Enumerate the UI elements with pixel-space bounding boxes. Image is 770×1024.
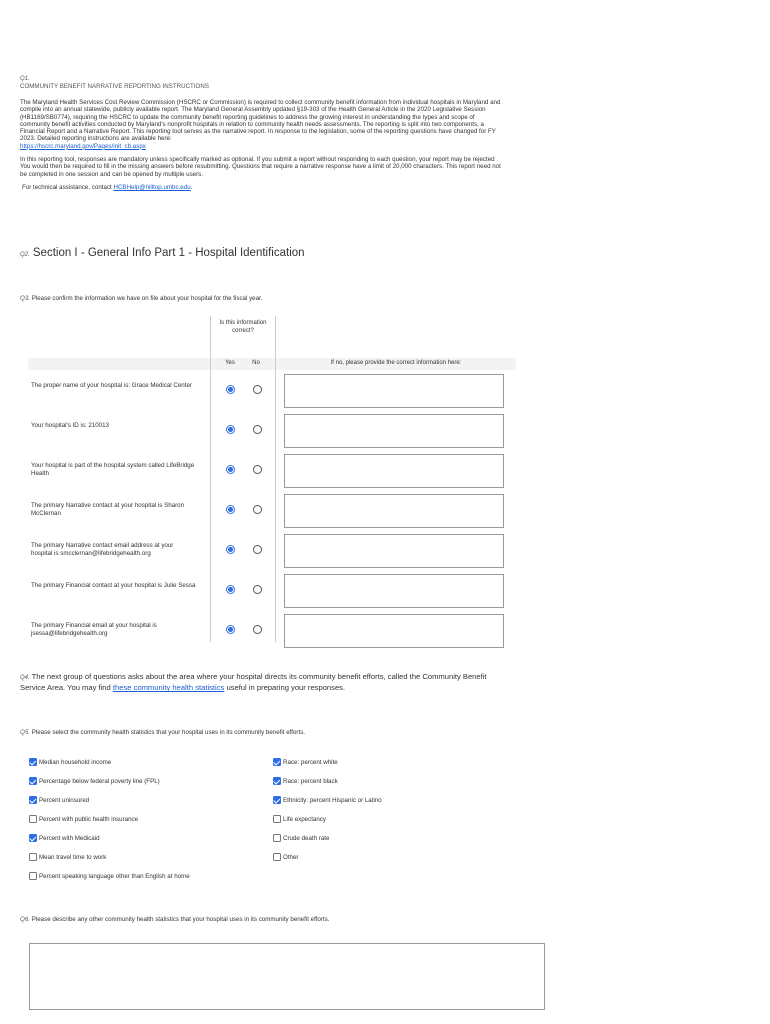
yes-radio[interactable]	[226, 585, 235, 594]
q5-number: Q5.	[20, 729, 30, 736]
matrix-row	[28, 494, 516, 534]
q5-prompt	[20, 729, 305, 736]
checked-checkbox[interactable]	[29, 834, 37, 842]
q6-prompt-text: Please describe any other community health statistics that your hospital uses in its community benefit efforts.	[31, 916, 330, 923]
yes-radio[interactable]	[226, 625, 235, 634]
yes-radio[interactable]	[226, 385, 235, 394]
hospital-info-matrix	[28, 316, 516, 642]
matrix-row	[28, 614, 516, 654]
statistic-option[interactable]	[29, 834, 100, 842]
yes-radio[interactable]	[226, 545, 235, 554]
q1-contact	[22, 184, 505, 191]
matrix-row-label: The primary Financial email at your hospital is jsessa@lifebridgehealth.org	[31, 622, 157, 637]
unchecked-checkbox[interactable]	[29, 853, 37, 861]
statistic-option[interactable]	[273, 834, 329, 842]
statistic-option-label: Median household income	[39, 758, 112, 766]
matrix-row-label: The primary Financial contact at your hospital is Julie Sessa	[31, 582, 196, 589]
statistic-option[interactable]	[29, 815, 138, 823]
correction-input[interactable]	[284, 574, 504, 608]
statistic-option-label: Percent speaking language other than English at home	[39, 872, 190, 880]
correction-header: If no, please provide the correct information here:	[330, 360, 462, 366]
matrix-row-label: The proper name of your hospital is: Grace Medical Center	[31, 382, 192, 389]
q4-number: Q4.	[20, 675, 30, 681]
statistic-option-label: Percent with Medicaid	[39, 834, 100, 842]
statistic-option-label: Life expectancy	[283, 815, 326, 823]
statistic-option-label: Percent with public health insurance	[39, 815, 139, 823]
statistic-option[interactable]	[273, 815, 326, 823]
matrix-row	[28, 454, 516, 494]
yes-radio[interactable]	[226, 465, 235, 474]
statistic-option[interactable]	[273, 758, 338, 766]
checked-checkbox[interactable]	[29, 777, 37, 785]
yes-radio[interactable]	[226, 505, 235, 514]
no-radio[interactable]	[253, 385, 262, 394]
no-radio[interactable]	[253, 545, 262, 554]
statistic-option-label: Race: percent white	[283, 758, 338, 766]
matrix-row-label: The primary Narrative contact at your hospital is Sharon McClernan	[31, 502, 185, 517]
q1-paragraph-1-text: The Maryland Health Services Cost Review Commission (HSCRC or Commission) is required to collect community benefit information from individual hospitals in Maryland and compile into an annual statewide, publicly available report. The Maryland General Assembly updated §19-303 of the Health General Article in the 2020 Legislative Session (HB1169/SB0774), requiring the HSCRC to update the community benefit reporting guidelines to address the growing interest in understanding the types and scope of community benefit activities conducted by Maryland's nonprofit hospitals in relation to community health needs assessments. The reporting is split into two components, a Financial Report and a Narrative Report. This reporting tool serves as the narrative report. In response to the legislation, some of the reporting questions have changed for FY 2023. Detailed reporting instructions are available here:	[20, 99, 501, 143]
matrix-row-label: Your hospital's ID is: 210013	[31, 422, 110, 429]
q2-number: Q2.	[20, 252, 30, 258]
checked-checkbox[interactable]	[29, 796, 37, 804]
checked-checkbox[interactable]	[273, 777, 281, 785]
contact-suffix: .	[190, 183, 193, 191]
no-radio[interactable]	[253, 585, 262, 594]
q2-section-title	[20, 247, 305, 259]
yes-header: Yes	[225, 360, 235, 366]
statistic-option[interactable]	[29, 758, 111, 766]
correction-input[interactable]	[284, 614, 504, 648]
unchecked-checkbox[interactable]	[29, 815, 37, 823]
q6-prompt	[20, 916, 329, 923]
other-statistics-textarea[interactable]	[29, 943, 545, 1010]
q6-number: Q6.	[20, 916, 30, 923]
q1-heading: COMMUNITY BENEFIT NARRATIVE REPORTING INSTRUCTIONS	[20, 83, 209, 90]
matrix-row-label: The primary Narrative contact email address at your hospital is smcclernan@lifebridgehealth.org	[31, 542, 174, 557]
correction-input[interactable]	[284, 414, 504, 448]
q5-prompt-text: Please select the community health statistics that your hospital uses in its community benefit efforts.	[31, 729, 306, 736]
matrix-row-label: Your hospital is part of the hospital system called LifeBridge Health	[31, 462, 195, 477]
statistic-option-label: Race: percent black	[283, 777, 338, 785]
no-radio[interactable]	[253, 425, 262, 434]
correction-input[interactable]	[284, 494, 504, 528]
q3-prompt-text: Please confirm the information we have on file about your hospital for the fiscal year.	[31, 295, 263, 302]
q4-service-area-intro	[20, 672, 510, 693]
statistic-option-label: Other	[283, 853, 299, 861]
matrix-row	[28, 534, 516, 574]
q4-text-before: The next group of questions asks about the area where your hospital directs its community benefit efforts, called the Community Benefit Service Area. You may find	[20, 672, 487, 693]
section-title: Section I - General Info Part 1 - Hospital Identification	[32, 247, 305, 259]
unchecked-checkbox[interactable]	[273, 815, 281, 823]
no-radio[interactable]	[253, 505, 262, 514]
contact-prefix: For technical assistance, contact	[22, 183, 112, 191]
matrix-row	[28, 414, 516, 454]
statistic-option-label: Percent uninsured	[39, 796, 90, 804]
q3-prompt	[20, 295, 263, 302]
statistic-option-label: Crude death rate	[283, 834, 330, 842]
correction-input[interactable]	[284, 534, 504, 568]
matrix-row	[28, 374, 516, 414]
no-radio[interactable]	[253, 465, 262, 474]
q1-instructions	[20, 75, 505, 197]
q3-number: Q3.	[20, 295, 30, 302]
unchecked-checkbox[interactable]	[29, 872, 37, 880]
help-email-link[interactable]: HCBHelp@hilltop.umbc.edu	[113, 183, 191, 191]
is-correct-header: Is this information correct?	[219, 320, 267, 334]
q1-number: Q1.	[20, 76, 30, 82]
no-header: No	[252, 360, 260, 366]
statistic-option[interactable]	[273, 853, 298, 861]
correction-input[interactable]	[284, 454, 504, 488]
no-radio[interactable]	[253, 625, 262, 634]
matrix-row	[28, 574, 516, 614]
checked-checkbox[interactable]	[273, 796, 281, 804]
statistic-option-label: Percentage below federal poverty line (FPL)	[39, 777, 160, 785]
statistic-option[interactable]	[29, 853, 106, 861]
instructions-link[interactable]: https://hscrc.maryland.gov/Pages/init_cb.aspx	[20, 142, 146, 150]
statistic-option-label: Mean travel time to work	[39, 853, 107, 861]
statistic-option[interactable]	[29, 872, 190, 880]
unchecked-checkbox[interactable]	[273, 853, 281, 861]
statistic-option[interactable]	[273, 796, 382, 804]
checked-checkbox[interactable]	[273, 758, 281, 766]
community-health-statistics-link[interactable]: these community health statistics	[112, 683, 225, 693]
q1-paragraph-2: In this reporting tool, responses are mandatory unless specifically marked as optional. If you submit a report without responding to each question, your report may be rejected You would then be required to fill in the missing answers before resubmitting. Questions that require a narrative response have a limit of 20,000 characters. This report need not be completed in one session and can be opened by multiple users.	[20, 156, 501, 178]
unchecked-checkbox[interactable]	[273, 834, 281, 842]
checked-checkbox[interactable]	[29, 758, 37, 766]
q1-paragraph-1	[20, 99, 505, 150]
statistic-option[interactable]	[273, 777, 338, 785]
q4-text-after: useful in preparing your responses.	[226, 683, 346, 693]
yes-radio[interactable]	[226, 425, 235, 434]
statistic-option[interactable]	[29, 777, 160, 785]
statistic-option-label: Ethnicity: percent Hispanic or Latino	[283, 796, 382, 804]
statistic-option[interactable]	[29, 796, 89, 804]
correction-input[interactable]	[284, 374, 504, 408]
